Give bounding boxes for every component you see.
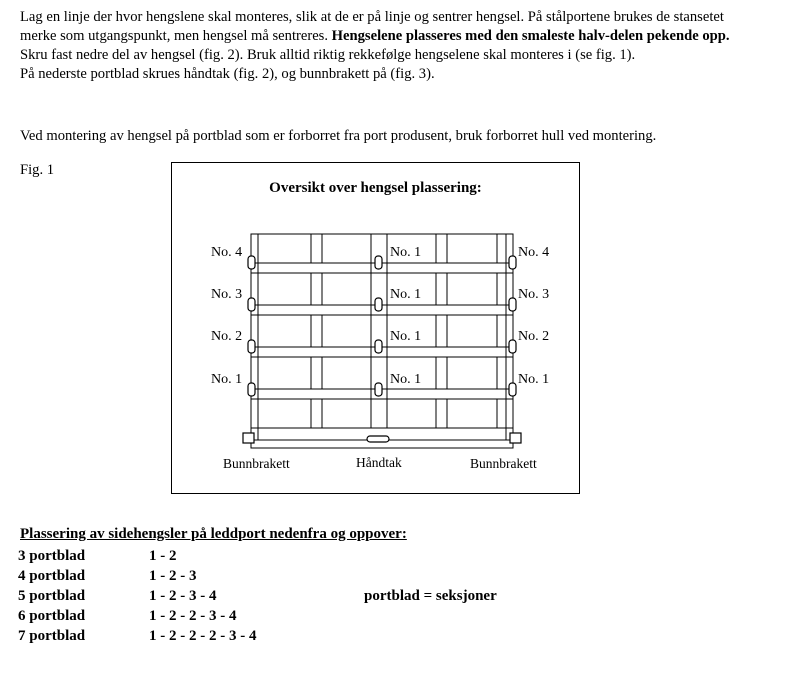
panel-count: 4 portblad [18, 567, 86, 584]
placement-title: Plassering av sidehengsler på leddport nedenfra og oppover: [20, 526, 407, 542]
center-label-4: No. 1 [390, 245, 422, 260]
panel-count: 5 portblad [18, 587, 86, 604]
left-label-1: No. 1 [211, 372, 243, 387]
center-label-3: No. 1 [390, 287, 422, 302]
bottom-hardware [243, 433, 521, 443]
intro-text-2: Skru fast nedre del av hengsel (fig. 2). Bruk alltid riktig rekkefølge hengselene skal monteres i (se fig. 1). [20, 47, 636, 63]
right-label-4: No. 4 [518, 245, 550, 260]
hinge-sequence: 1 - 2 - 2 - 3 - 4 [149, 607, 237, 624]
placement-note: portblad = seksjoner [364, 588, 497, 604]
center-label-1: No. 1 [390, 372, 422, 387]
hinge-sequence: 1 - 2 - 2 - 2 - 3 - 4 [149, 627, 257, 644]
bottom-label-center: Håndtak [356, 455, 402, 470]
predrilled-paragraph: Ved montering av hengsel på portblad som er forborret fra port produsent, bruk forborret hull ved montering. [20, 128, 657, 144]
intro-text-1: Lag en linje der hvor hengslene skal monteres, slik at de er på linje og sentrer hengsel. På stålportene brukes de stansetet merke som utgangspunkt, men hengsel må sentreres. [20, 9, 724, 44]
hinge-sequence: 1 - 2 - 3 - 4 [149, 587, 217, 604]
intro-text-3: På nederste portblad skrues håndtak (fig. 2), og bunnbrakett på (fig. 3). [20, 66, 435, 82]
figure-label: Fig. 1 [20, 162, 55, 178]
table-row [18, 546, 364, 566]
table-row [18, 626, 364, 646]
hinge-markers [248, 256, 516, 396]
right-label-1: No. 1 [518, 372, 550, 387]
bottom-bracket-right-icon [510, 433, 521, 443]
right-label-3: No. 3 [518, 287, 550, 302]
hinge-sequence: 1 - 2 [149, 547, 177, 564]
handle-icon [367, 436, 389, 442]
table-row [18, 606, 364, 626]
table-row [18, 566, 364, 586]
left-label-4: No. 4 [211, 245, 243, 260]
figure-title: Oversikt over hengsel plassering: [269, 180, 482, 196]
panel-count: 3 portblad [18, 547, 86, 564]
table-row [18, 586, 364, 606]
hinge-sequence: 1 - 2 - 3 [149, 567, 197, 584]
panel-count: 6 portblad [18, 607, 86, 624]
bottom-bracket-left-icon [243, 433, 254, 443]
placement-table [18, 546, 364, 646]
right-label-2: No. 2 [518, 329, 550, 344]
center-label-2: No. 1 [390, 329, 422, 344]
bottom-label-left: Bunnbrakett [223, 456, 290, 471]
intro-bold-text: Hengselene plasseres med den smaleste halv-delen pekende opp. [331, 28, 730, 44]
panel-count: 7 portblad [18, 627, 86, 644]
left-label-2: No. 2 [211, 329, 243, 344]
left-label-3: No. 3 [211, 287, 243, 302]
bottom-label-right: Bunnbrakett [470, 456, 537, 471]
hinge-icon [248, 256, 516, 396]
